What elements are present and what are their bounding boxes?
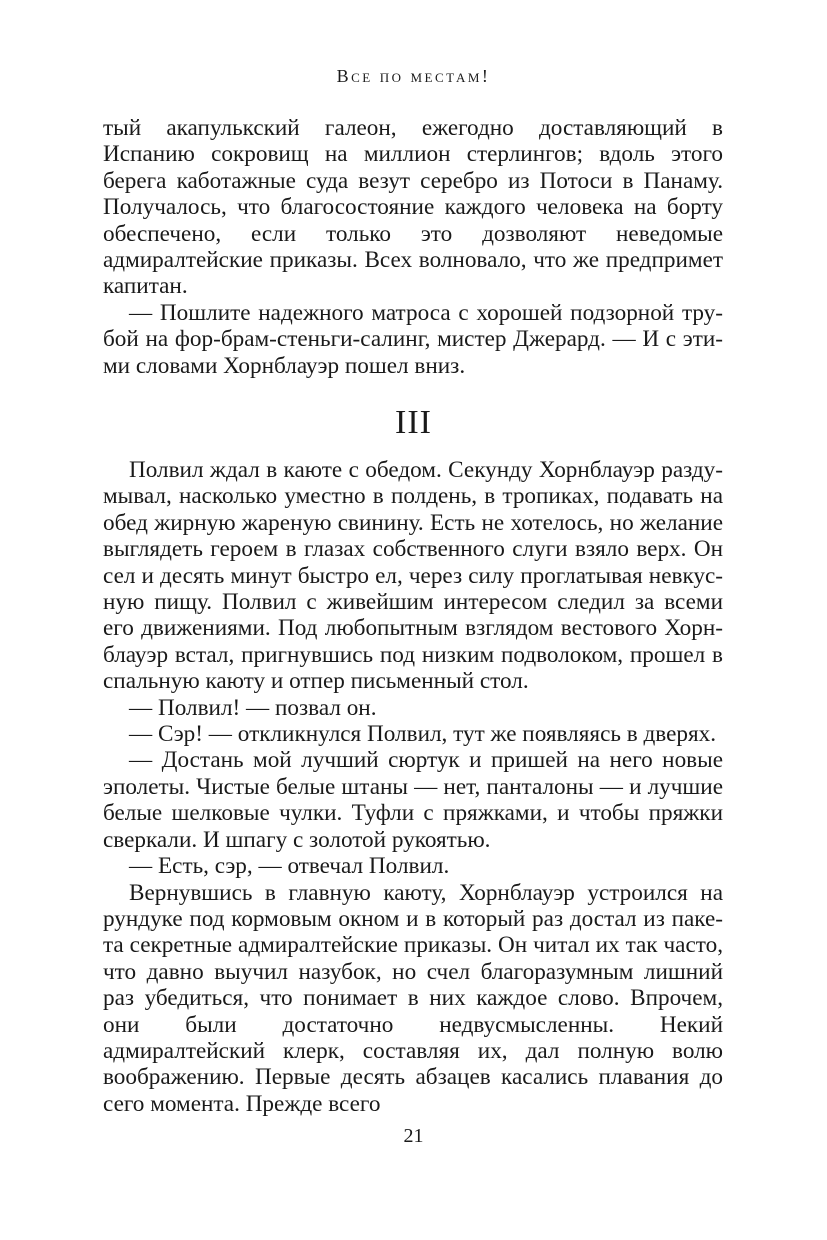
paragraph: — Сэр! — откликнулся Полвил, тут же появляясь в дверях. bbox=[129, 721, 717, 748]
paragraph: тый акапулькский галеон, ежегодно доставляющий в Испанию сокровищ на миллион стерлингов; вдоль этого берега каботажные суда везут серебро из Потоси в Панаму. Получалось, что благосостояние каждого человека на борту обеспечено, если только это дозволяют неведомые адмиралтейские приказы. Всех волновало, что же предпримет капитан. bbox=[103, 115, 723, 300]
paragraph: — Полвил! — позвал он. bbox=[129, 694, 377, 721]
paragraph: — Пошлите надежного матроса с хорошей подзорной трубой на фор-брам-стеньги-салинг, мистер Джерард. — И с этими словами Хорнблауэр пошел вниз. bbox=[103, 299, 723, 379]
page-number: 21 bbox=[403, 1125, 424, 1147]
chapter-number: III bbox=[395, 404, 432, 441]
paragraph: Полвил ждал в каюте с обедом. Секунду Хорнблауэр раздумывал, насколько уместно в полдень, в тропиках, подавать на обед жирную жареную свинину. Есть не хотелось, но желание выглядеть героем в глазах собственного слуги взяло верх. Он сел и десять минут быстро ел, через силу проглатывая невкусную пищу. Полвил с живейшим интересом следил за всеми его движениями. Под любопытным взглядом вестового Хорнблауэр встал, пригнувшись под низким подволоком, прошел в спальную каюту и отпер письменный стол. bbox=[103, 457, 723, 695]
paragraph: — Достань мой лучший сюртук и пришей на него новые эполеты. Чистые белые штаны — нет, панталоны — и лучшие белые шелковые чулки. Туфли с пряжками, и чтобы пряжки сверкали. И шпагу с золотой рукоятью. bbox=[103, 747, 723, 853]
text-block-bottom bbox=[103, 457, 723, 1117]
text-block-top bbox=[103, 115, 723, 379]
paragraph: Вернувшись в главную каюту, Хорнблауэр устроился на рундуке под кормовым окном и в который раз достал из пакета секретные адмиралтейские приказы. Он читал их так часто, что давно выучил назубок, но счел благоразумным лишний раз убедиться, что понимает в них каждое слово. Впрочем, они были достаточно недвусмысленны. Некий адмиралтейский клерк, составляя их, дал полную волю воображению. Первые десять абзацев касались плавания до сего момента. Прежде всего bbox=[103, 879, 723, 1117]
paragraph: — Есть, сэр, — отвечал Полвил. bbox=[129, 853, 450, 880]
running-head: Все по местам! bbox=[336, 66, 491, 86]
